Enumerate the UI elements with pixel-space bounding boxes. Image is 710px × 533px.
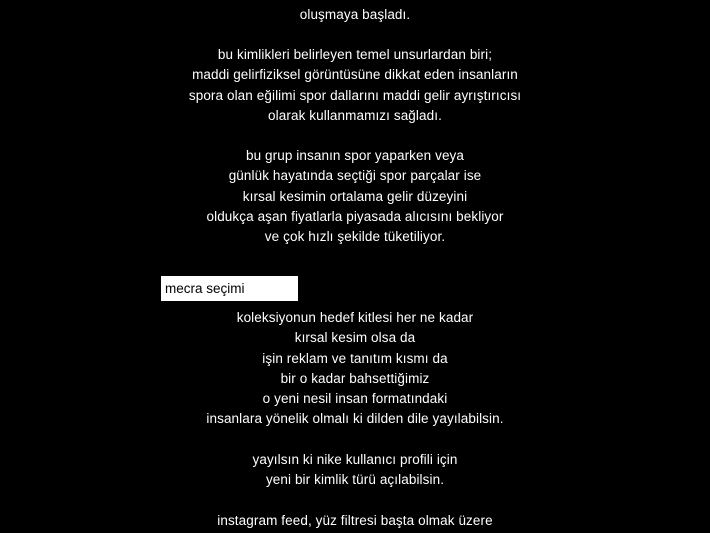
text-line: maddi gelirfiziksel görüntüsüne dikkat eden insanların [192,67,518,83]
paragraph-instagram [0,511,710,531]
text-line: oluşmaya başladı. [299,7,411,23]
paragraph-spending [0,146,710,247]
text-line: bir o kadar bahsettiğimiz [280,370,430,386]
text-line: ve çok hızlı şekilde tüketiliyor. [264,229,446,245]
paragraph-identity-type [0,450,710,491]
text-line: insanlara yönelik olmalı ki dilden dile yayılabilsin. [206,411,504,427]
text-line: yeni bir kimlik türü açılabilsin. [265,472,445,488]
text-line: instagram feed, yüz filtresi başta olmak üzere [217,513,493,528]
text-line: spora olan eğilimi spor dallarını maddi gelir ayrıştırıcısı [188,87,522,103]
text-line: kırsal kesim olsa da [294,330,416,346]
text-line: bu kimlikleri belirleyen temel unsurlardan biri; [217,47,493,62]
text-line: yayılsın ki nike kullanıcı profili için [252,452,458,467]
top-paragraph [0,0,710,26]
text-line: işin reklam ve tanıtım kısmı da [262,350,448,366]
text-line: olarak kullanmamızı sağladı. [268,107,442,123]
text-line: bu grup insanın spor yaparken veya [245,148,465,163]
text-line: kırsal kesimin ortalama gelir düzeyini [242,188,468,204]
text-line: oldukça aşan fiyatlarla piyasada alıcısını bekliyor [206,208,504,224]
paragraph-identity-factors [0,45,710,126]
section-heading-media-choice: mecra seçimi [161,276,298,301]
paragraph-target-audience [0,308,710,430]
text-line: koleksiyonun hedef kitlesi her ne kadar [236,310,474,325]
text-line: o yeni nesil insan formatındaki [262,391,448,407]
text-line: günlük hayatında seçtiği spor parçalar ise [228,168,482,184]
